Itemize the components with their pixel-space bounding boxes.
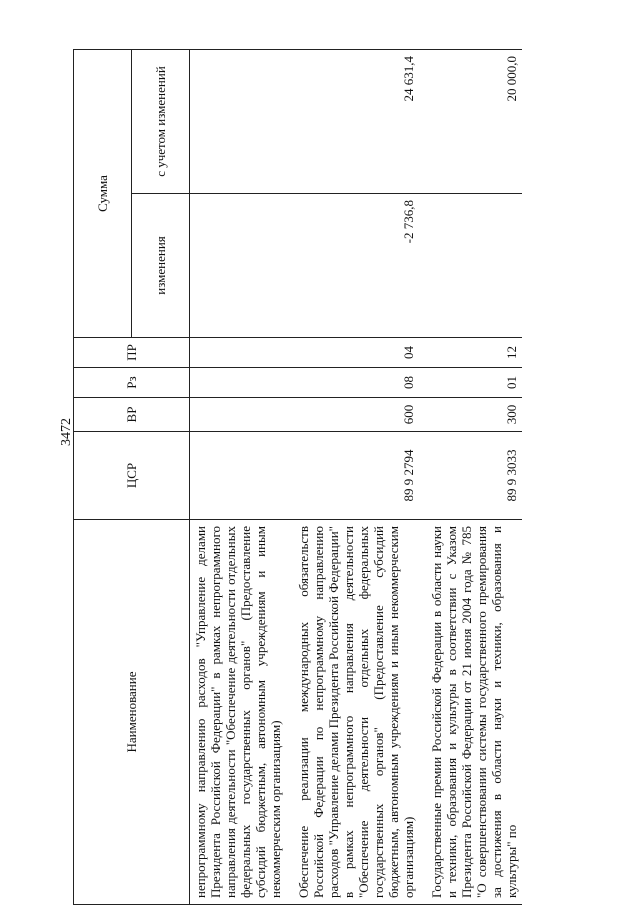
header-name: Наименование: [74, 520, 190, 905]
row-rz: 01: [419, 368, 522, 398]
header-rz: Рз: [74, 368, 190, 398]
row-vr: 300: [419, 398, 522, 432]
row-csr: 89 9 2794: [286, 432, 419, 520]
row-pr: [190, 338, 287, 368]
row-csr: [190, 432, 287, 520]
row-csr: 89 9 3033: [419, 432, 522, 520]
row-name: непрограммному направлению расходов "Управление делами Президента Российской Федерации" в рамках непрограммного направления деятельности "Обеспечение деятельности отдельных федеральных государственных органов" (Предоставление субсидий бюджетным, автономным учреждениям и иным некоммерческим организациям): [190, 520, 287, 905]
budget-table: [73, 49, 522, 905]
row-pr: 12: [419, 338, 522, 368]
rotated-sheet: [73, 0, 640, 898]
row-with-change: [190, 50, 287, 194]
header-csr: ЦСР: [74, 432, 190, 520]
table-row: [286, 50, 419, 905]
row-vr: [190, 398, 287, 432]
row-change: [419, 194, 522, 338]
row-with-change: 24 631,4: [286, 50, 419, 194]
header-change: изменения: [132, 194, 190, 338]
table-row: [419, 50, 522, 905]
table-header: [74, 50, 190, 905]
header-vr: ВР: [74, 398, 190, 432]
page-number: 3472: [59, 418, 74, 446]
row-change: -2 736,8: [286, 194, 419, 338]
table-row: [190, 50, 287, 905]
header-sum: Сумма: [74, 50, 132, 338]
row-vr: 600: [286, 398, 419, 432]
row-rz: 08: [286, 368, 419, 398]
row-pr: 04: [286, 338, 419, 368]
row-change: [190, 194, 287, 338]
row-with-change: 20 000,0: [419, 50, 522, 194]
row-name: Обеспечение реализации международных обязательств Российской Федерации по непрограммному направлению расходов "Управление делами Президента Российской Федерации" в рамках непрограммного направления деятельности "Обеспечение деятельности отдельных федеральных государственных органов" (Предоставление субсидий бюджетным, автономным учреждениям и иным некоммерческим организациям): [286, 520, 419, 905]
sheet-content: [73, 0, 640, 905]
row-name: Государственные премии Российской Федерации в области науки и техники, образования и культуры в соответствии с Указом Президента Российской Федерации от 21 июня 2004 года № 785 "О совершенствовании системы государственного премирования за достижения в области науки и техники, образования и культуры" по: [419, 520, 522, 905]
header-with-change: с учетом изменений: [132, 50, 190, 194]
header-pr: ПР: [74, 338, 190, 368]
row-rz: [190, 368, 287, 398]
